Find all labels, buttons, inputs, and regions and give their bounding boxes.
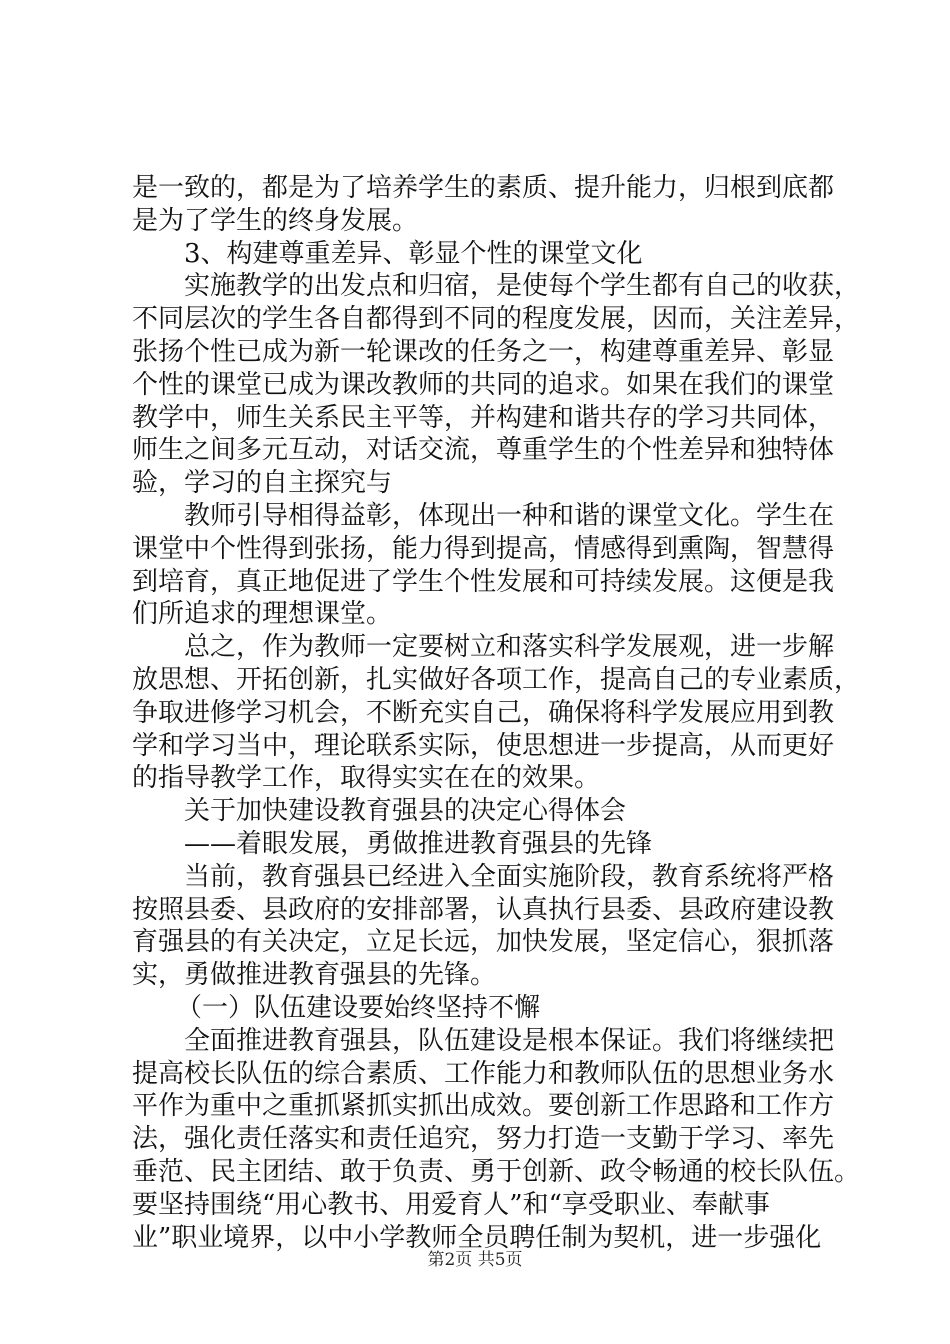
text-line: 业”职业境界，以中小学教师全员聘任制为契机，进一步强化 xyxy=(132,1222,822,1253)
text-line: 按照县委、县政府的安排部署，认真执行县委、县政府建设教 xyxy=(132,894,835,925)
text-line: 育强县的有关决定，立足长远，加快发展，坚定信心，狠抓落 xyxy=(132,927,835,958)
text-line: 法，强化责任落实和责任追究，努力打造一支勤于学习、率先 xyxy=(132,1124,835,1155)
text-line: 垂范、民主团结、敢于负责、勇于创新、政令畅通的校长队伍。 xyxy=(132,1156,861,1187)
text-line: 到培育，真正地促进了学生个性发展和可持续发展。这便是我 xyxy=(132,566,835,597)
text-line: 是一致的，都是为了培养学生的素质、提升能力，归根到底都 xyxy=(132,173,835,203)
text-line: 要坚持围绕“用心教书、用爱育人”和“享受职业、奉献事 xyxy=(132,1189,770,1220)
text-line: 验，学习的自主探究与 xyxy=(132,468,393,499)
text-line: 争取进修学习机会，不断充实自己，确保将科学发展应用到教 xyxy=(132,697,835,728)
text-line: 平作为重中之重抓紧抓实抓出成效。要创新工作思路和工作方 xyxy=(132,1091,835,1122)
text-line: 教学中，师生关系民主平等，并构建和谐共存的学习共同体， xyxy=(132,402,835,433)
text-line: 学和学习当中，理论联系实际，使思想进一步提高，从而更好 xyxy=(132,730,835,761)
paragraph-start: 总之，作为教师一定要树立和落实科学发展观，进一步解 xyxy=(184,632,835,663)
paragraph-start: 当前，教育强县已经进入全面实施阶段，教育系统将严格 xyxy=(184,861,835,892)
paragraph-start: 教师引导相得益彰，体现出一种和谐的课堂文化。学生在 xyxy=(184,500,835,531)
text-line: 是为了学生的终身发展。 xyxy=(132,205,419,236)
section-heading: （一）队伍建设要始终坚持不懈 xyxy=(176,992,541,1023)
article-subtitle: ——着眼发展，勇做推进教育强县的先锋 xyxy=(184,828,653,859)
text-line: 师生之间多元互动，对话交流，尊重学生的个性差异和独特体 xyxy=(132,435,835,466)
text-line: 不同层次的学生各自都得到不同的程度发展，因而，关注差异， xyxy=(132,304,861,335)
text-line: 们所追求的理想课堂。 xyxy=(132,599,393,630)
paragraph-start: 全面推进教育强县，队伍建设是根本保证。我们将继续把 xyxy=(184,1025,835,1056)
paragraph-start: 实施教学的出发点和归宿，是使每个学生都有自己的收获， xyxy=(184,271,861,302)
page-number-footer: 第2页 共5页 xyxy=(427,1250,523,1270)
section-heading: 3、构建尊重差异、彰显个性的课堂文化 xyxy=(184,238,643,269)
article-title: 关于加快建设教育强县的决定心得体会 xyxy=(184,796,627,827)
text-line: 课堂中个性得到张扬，能力得到提高，情感得到熏陶，智慧得 xyxy=(132,533,835,564)
text-line: 个性的课堂已成为课改教师的共同的追求。如果在我们的课堂 xyxy=(132,369,835,400)
document-body xyxy=(132,172,861,1254)
text-line: 张扬个性已成为新一轮课改的任务之一，构建尊重差异、彰显 xyxy=(132,336,835,367)
text-line: 实，勇做推进教育强县的先锋。 xyxy=(132,960,497,991)
text-line: 的指导教学工作，取得实实在在的效果。 xyxy=(132,763,601,794)
text-line: 放思想、开拓创新，扎实做好各项工作，提高自己的专业素质， xyxy=(132,664,861,695)
text-line: 提高校长队伍的综合素质、工作能力和教师队伍的思想业务水 xyxy=(132,1058,835,1089)
